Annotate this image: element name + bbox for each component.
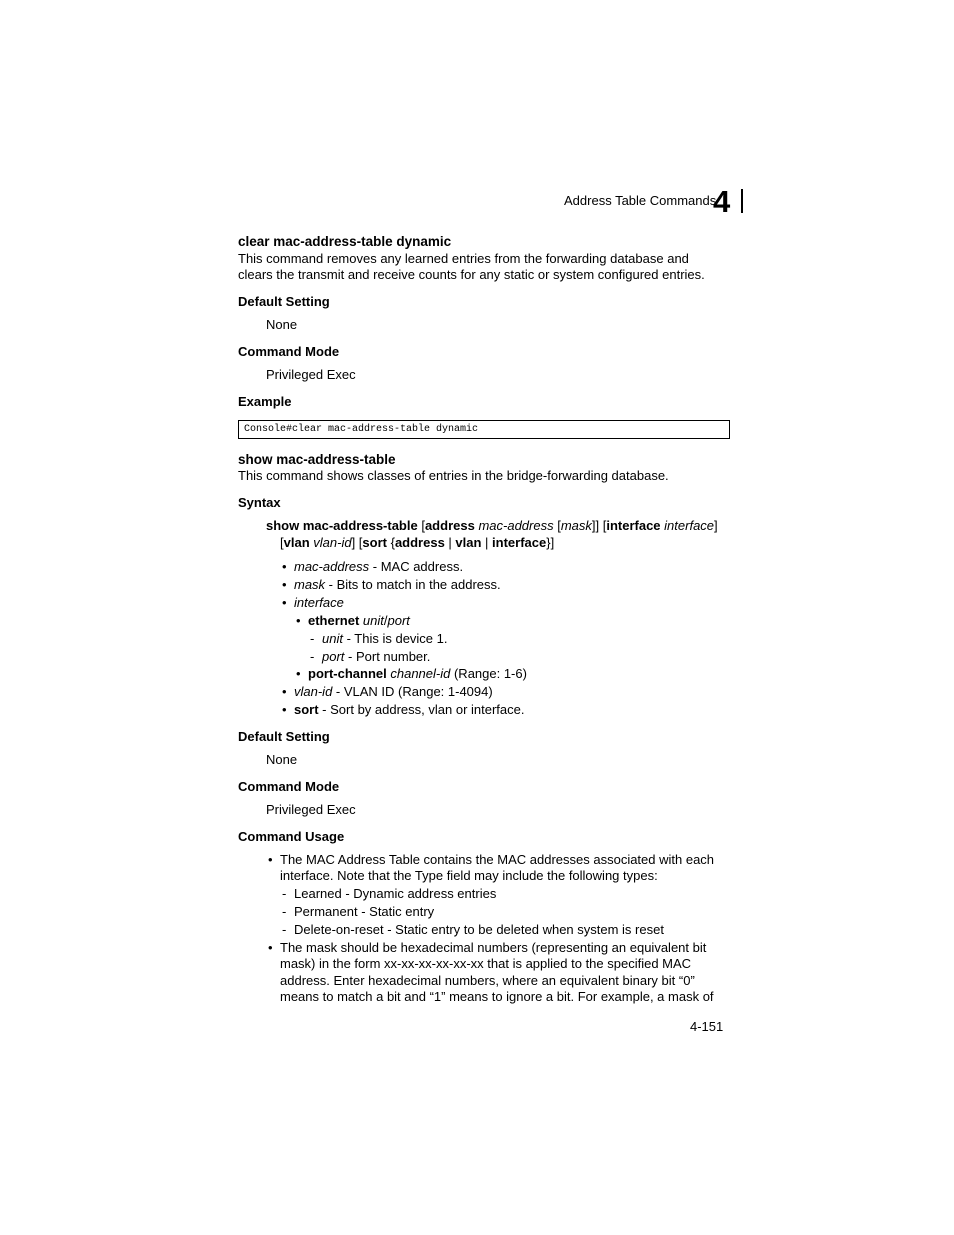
- command-title-show: show mac-address-table: [238, 452, 396, 467]
- usage-b2-line-2: mask) in the form xx-xx-xx-xx-xx-xx that is applied to the specified MAC: [280, 956, 692, 971]
- usage-b2-line-3: address. Enter hexadecimal numbers, where an equivalent binary bit “0”: [280, 973, 695, 988]
- dash: -: [310, 631, 315, 646]
- chapter-number: 4: [713, 184, 731, 219]
- param-vlan-id: vlan-id - VLAN ID (Range: 1-4094): [294, 684, 493, 699]
- clear-default-value: None: [266, 317, 298, 332]
- bullet: •: [282, 577, 287, 592]
- param-unit: unit - This is device 1.: [322, 631, 448, 646]
- bullet: •: [282, 702, 287, 717]
- syntax-arg-mask: mask: [560, 518, 592, 533]
- syntax-arg-mac: mac-address: [478, 518, 554, 533]
- command-title-clear: clear mac-address-table dynamic: [238, 234, 452, 249]
- param-interface: interface: [294, 595, 344, 610]
- clear-mode-heading: Command Mode: [238, 344, 340, 359]
- clear-desc-line-1: This command removes any learned entries from the forwarding database and: [238, 251, 689, 266]
- clear-desc-line-2: clears the transmit and receive counts for any static or system configured entries.: [238, 267, 705, 282]
- show-default-heading: Default Setting: [238, 729, 330, 744]
- bullet: •: [282, 595, 287, 610]
- param-sort: sort - Sort by address, vlan or interface.: [294, 702, 525, 717]
- usage-heading: Command Usage: [238, 829, 345, 844]
- show-default-value: None: [266, 752, 298, 767]
- page-number: 4-151: [690, 1019, 724, 1034]
- syntax-cmd: show mac-address-table: [266, 518, 418, 533]
- usage-b1-line-1: The MAC Address Table contains the MAC addresses associated with each: [280, 852, 715, 867]
- bullet: •: [268, 852, 273, 867]
- usage-b2-line-4: means to match a bit and “1” means to ignore a bit. For example, a mask of: [280, 989, 714, 1004]
- dash: -: [310, 649, 315, 664]
- usage-type-permanent: Permanent - Static entry: [294, 904, 435, 919]
- syntax-sort-vlan: vlan: [455, 535, 482, 550]
- syntax-line-2: [vlan vlan-id] [sort {address | vlan | interface}]: [280, 535, 555, 550]
- running-header-title: Address Table Commands: [564, 193, 717, 208]
- bullet: •: [282, 559, 287, 574]
- usage-b1-line-2: interface. Note that the Type field may include the following types:: [280, 868, 658, 883]
- bullet: •: [296, 666, 301, 681]
- param-mac-address: mac-address - MAC address.: [294, 559, 464, 574]
- usage-type-learned: Learned - Dynamic address entries: [294, 886, 497, 901]
- syntax-sort-interface: interface: [492, 535, 547, 550]
- param-port: port - Port number.: [322, 649, 431, 664]
- clear-default-heading: Default Setting: [238, 294, 330, 309]
- dash: -: [282, 904, 287, 919]
- clear-example-heading: Example: [238, 394, 292, 409]
- clear-mode-value: Privileged Exec: [266, 367, 356, 382]
- param-port-channel: port-channel channel-id (Range: 1-6): [308, 666, 527, 681]
- dash: -: [282, 886, 287, 901]
- param-ethernet: ethernet unit/port: [308, 613, 410, 628]
- syntax-arg-interface: interface: [664, 518, 715, 533]
- bullet: •: [282, 684, 287, 699]
- example-code: Console#clear mac-address-table dynamic: [244, 424, 479, 435]
- show-mode-value: Privileged Exec: [266, 802, 356, 817]
- param-mask: mask - Bits to match in the address.: [294, 577, 501, 592]
- show-mode-heading: Command Mode: [238, 779, 340, 794]
- syntax-kw-vlan: vlan: [283, 535, 310, 550]
- usage-b2-line-1: The mask should be hexadecimal numbers (representing an equivalent bit: [280, 940, 707, 955]
- syntax-heading: Syntax: [238, 495, 281, 510]
- syntax-arg-vlan: vlan-id: [313, 535, 352, 550]
- syntax-kw-sort: sort: [362, 535, 387, 550]
- chapter-bar: [741, 189, 743, 213]
- example-code-box: [238, 420, 730, 439]
- show-desc: This command shows classes of entries in the bridge-forwarding database.: [238, 468, 669, 483]
- syntax-line-1: show mac-address-table [address mac-address [mask]] [interface interface]: [266, 518, 718, 533]
- bullet: •: [268, 940, 273, 955]
- syntax-sort-address: address: [394, 535, 445, 550]
- dash: -: [282, 922, 287, 937]
- syntax-kw-address: address: [424, 518, 475, 533]
- bullet: •: [296, 613, 301, 628]
- usage-type-delete-on-reset: Delete-on-reset - Static entry to be deleted when system is reset: [294, 922, 664, 937]
- syntax-kw-interface: interface: [606, 518, 661, 533]
